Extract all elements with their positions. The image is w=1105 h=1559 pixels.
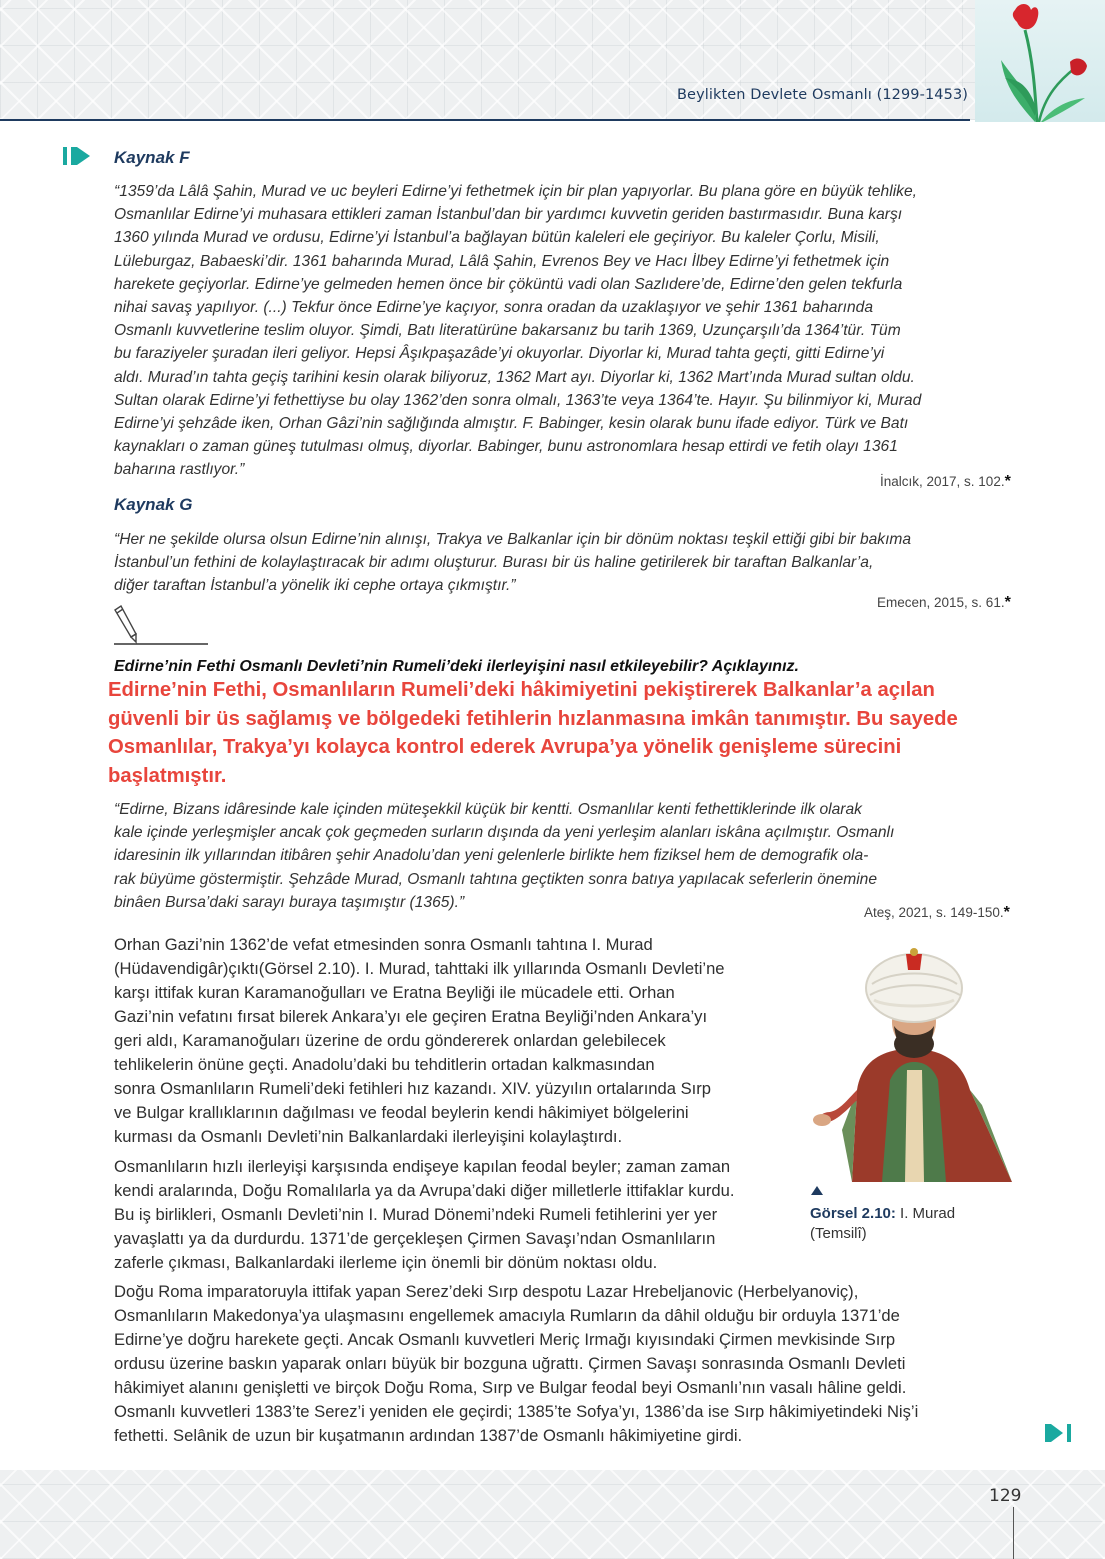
page-number-line bbox=[1013, 1507, 1014, 1559]
source-f-citation: İnalcık, 2017, s. 102.* bbox=[880, 473, 1011, 490]
source-marker-icon bbox=[63, 145, 93, 167]
source-g-heading: Kaynak G bbox=[114, 495, 193, 514]
source-h-citation: Ateş, 2021, s. 149-150.* bbox=[864, 904, 1010, 921]
pencil-icon bbox=[112, 604, 210, 646]
figure-caption: Görsel 2.10: I. Murad (Temsilî) bbox=[810, 1205, 956, 1242]
caption-triangle-icon bbox=[811, 1186, 823, 1195]
source-h-quote: “Edirne, Bizans idâresinde kale içinden müteşekkil küçük bir kentti. Osmanlılar kenti fethettiklerinde ilk olarak kale içinde yerleşmişler ancak çok geçmeden surların dışında da yeni yerleşim alanları iskâna açılmıştır. Osmanlı idaresinin ilk yıllarından itibâren şehir Anadolu’dan yeni gelenlerle birlikte hem fiziksel hem de demografik ola- rak büyüme göstermiştir. Şehzâde Murad, Osmanlı tahtına geçtikten sonra batıya yapılacak seferlerin önemine binâen Bursa’daki sarayı buraya taşımıştır (1365).” bbox=[114, 801, 895, 911]
activity-question: Edirne’nin Fethi Osmanlı Devleti’nin Rumeli’deki ilerleyişini nasıl etkileyebilir? Açıklayınız. bbox=[114, 658, 799, 675]
page-number: 129 bbox=[989, 1486, 1022, 1506]
footer-pattern bbox=[0, 1470, 1105, 1559]
body-paragraph-2: Osmanlıların hızlı ilerleyişi karşısında endişeye kapılan feodal beyler; zaman zaman kendi aralarında, Doğu Romalılarla ya da Avrupa’daki diğer milletlerle ittifaklar kurdu. Bu iş birlikleri, Osmanlı Devleti’nin I. Murad Dönemi’ndeki Rumeli fetihlerini yer yer yavaşlattı ya da durdurdu. 1371’de gerçekleşen Çirmen Savaşı’ndan Osmanlıların zaferle çıkması, Balkanlardaki ilerleme için önemli bir dönüm noktası oldu. bbox=[114, 1157, 735, 1272]
source-g-citation: Emecen, 2015, s. 61.* bbox=[877, 594, 1011, 611]
header-divider bbox=[0, 119, 970, 121]
tulip-illustration bbox=[975, 0, 1105, 122]
body-paragraph-3: Doğu Roma imparatoruyla ittifak yapan Serez’deki Sırp despotu Lazar Hrebeljanovic (Herbelyanoviç), Osmanlıların Makedonya’ya ulaşmasını engellemek amacıyla Rumların da dâhil olduğu bir orduyla 1371’de Edirne’ye doğru harekete geçti. Ancak Osmanlı kuvvetleri Meriç Irmağı kıyısındaki Çirmen mevkisinde Sırp ordusu üzerine baskın yaparak onları büyük bir bozguna uğrattı. Çirmen Savaşı sonrasında Osmanlı Devleti hâkimiyet alanını genişletti ve birçok Doğu Roma, Sırp ve Bulgar feodal beyi Osmanlı’nın vasalı hâline geldi. Osmanlı kuvvetleri 1383’te Serez’i yeniden ele geçirdi; 1385’te Sofya’yı, 1386’da ise Sırp hâkimiyetindeki Niş’i fethetti. Selânik de uzun bir kuşatmanın ardından 1387’de Osmanlı hâkimiyetine girdi. bbox=[114, 1282, 919, 1445]
murad-portrait bbox=[812, 940, 1017, 1182]
continue-marker-icon bbox=[1043, 1421, 1073, 1445]
body-paragraph-1: Orhan Gazi’nin 1362’de vefat etmesinden sonra Osmanlı tahtına I. Murad (Hüdavendigâr)çıktı(Görsel 2.10). I. Murad, tahttaki ilk yıllarında Osmanlı Devleti’ne karşı ittifak kuran Karamanoğulları ve Eratna Beyliği ile mücadele etti. Orhan Gazi’nin vefatını fırsat bilerek Ankara’yı ele geçiren Eratna Beyliği’nden Ankara’yı geri aldı, Karamanoğuları üzerine de ordu göndererek onlardan gelebilecek tehlikelerin önüne geçti. Anadolu’daki bu tehditlerin ortadan kalkmasından sonra Osmanlıların Rumeli’deki fetihleri hız kazandı. XIV. yüzyılın ortalarında Sırp ve Bulgar krallıklarının dağılması ve feodal beylerin kendi hâkimiyet bölgelerini kurması da Osmanlı Devleti’nin Balkanlardaki ilerleyişini kolaylaştırdı. bbox=[114, 935, 725, 1146]
source-f-heading: Kaynak F bbox=[114, 148, 190, 167]
source-g-quote: “Her ne şekilde olursa olsun Edirne’nin alınışı, Trakya ve Balkanlar için bir dönüm noktası teşkil ettiği gibi bir bakıma İstanbul’un fethini de kolaylaştıracak bir adımı oluşturur. Burası bir üs haline getirilerek bir taraftan Balkanlar’a, diğer taraftan İstanbul’a yönelik iki cephe ortaya çıkmıştır.” bbox=[114, 531, 912, 595]
chapter-title: Beylikten Devlete Osmanlı (1299-1453) bbox=[677, 87, 969, 103]
source-f-quote: “1359’da Lâlâ Şahin, Murad ve uc beyleri Edirne’yi fethetmek için bir plan yapıyorlar. Bu plana göre en büyük tehlike, Osmanlılar Edirne’yi muhasara ettikleri zaman İstanbul’dan bir yardımcı kuvvetin geriden bastırmasıdır. Buna karşı 1360 yılında Murad ve ordusu, Edirne’yi İstanbul’a bağlayan bütün kaleleri ele geçiriyor. Bu kaleler Çorlu, Misili, Lüleburgaz, Babaeski’dir. 1361 baharında Murad, Lâlâ Şahin, Evrenos Bey ve Hacı İlbey Edirne’yi fethetmek için harekete geçiyorlar. Edirne’ye gelmeden hemen önce bir çöküntü vadi olan Sazlıdere’de, Edirne’den gelen tekfurla nihai savaş yapılıyor. (...) Tekfur önce Edirne’ye kaçıyor, sonra oradan da uzaklaşıyor ve şehir 1361 baharında Osmanlı kuvvetlerine teslim oluyor. Şimdi, Batı literatürüne bakarsanız bu tarih 1369, Uzunçarşılı’da 1364’tür. Tüm bu faraziyeler şuradan ileri geliyor. Hepsi Âşıkpaşazâde’yi okuyorlar. Diyorlar ki, Murad tahta geçti, gitti Edirne’yi aldı. Murad’ın tahta geçiş tarihini kesin olarak biliyoruz, 1362 Mart ayı. Diyorlar ki, 1362 Mart’ında Murad sultan oldu. Sultan olarak Edirne’yi fethettiyse bu olay 1362’den sonra olmalı, 1363’te veya 1364’te. Hayır. Şu bilinmiyor ki, Murad Edirne’yi şehzâde iken, Orhan Gâzi’nin sağlığında almıştır. F. Babinger, kesin olarak bunu ifade ediyor. Türk ve Batı kaynakları o zaman güneş tutulması olmuş, diyorlar. Babinger, bunu astronomlara hesap ettirdi ve fetih olayı 1361 baharına rastlıyor.” bbox=[114, 183, 922, 479]
activity-answer: Edirne’nin Fethi, Osmanlıların Rumeli’deki hâkimiyetini pekiştirerek Balkanlar’a açılan güvenli bir üs sağlamış ve bölgedeki fetihlerin hızlanmasına imkân tanımıştır. Bu sayede Osmanlılar, Trakya’yı kolayca kontrol ederek Avrupa’ya yönelik genişleme sürecini başlatmıştır. bbox=[108, 679, 958, 787]
